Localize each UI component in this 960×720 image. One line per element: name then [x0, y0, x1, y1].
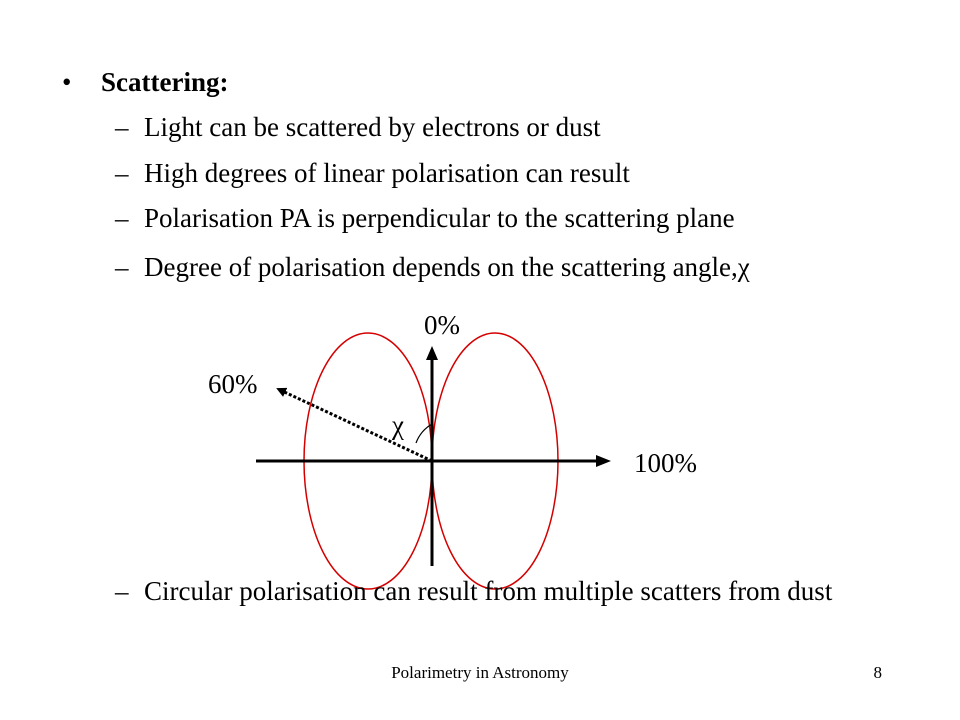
sub-point-text: Polarisation PA is perpendicular to the scattering plane [144, 203, 735, 233]
bullet-glyph: • [62, 67, 72, 97]
sub-point-text: High degrees of linear polarisation can result [144, 158, 630, 188]
dash-glyph: – [115, 158, 129, 188]
sub-point-text: Degree of polarisation depends on the scattering angle,χ [144, 252, 750, 282]
label-zero-percent: 0% [424, 310, 460, 340]
horizontal-axis-arrowhead [596, 455, 611, 467]
dash-glyph: – [115, 112, 129, 142]
angle-chi-label: χ [392, 410, 404, 440]
page-number: 8 [873, 663, 882, 682]
sub-point-text: Light can be scattered by electrons or dust [144, 112, 601, 142]
heading-scattering: Scattering: [101, 67, 229, 97]
scattered-ray-arrow [278, 389, 432, 461]
label-sixty-percent: 60% [208, 369, 258, 399]
dash-glyph: – [115, 576, 129, 606]
label-hundred-percent: 100% [634, 448, 697, 478]
dash-glyph: – [115, 203, 129, 233]
vertical-axis-arrowhead [426, 346, 438, 360]
sub-point-text: Circular polarisation can result from multiple scatters from dust [144, 576, 833, 606]
footer-title: Polarimetry in Astronomy [391, 663, 569, 682]
dash-glyph: – [115, 252, 129, 282]
